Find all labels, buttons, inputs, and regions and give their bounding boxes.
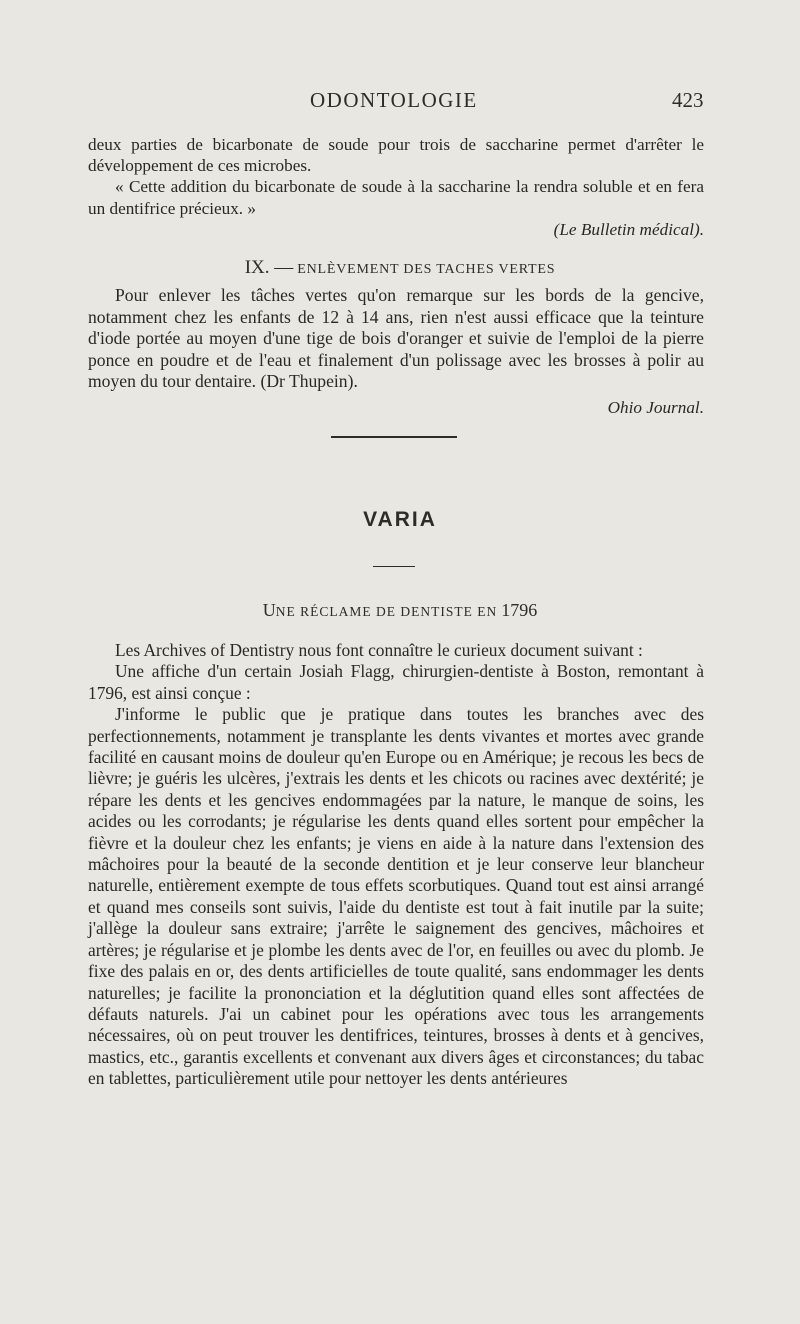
citation-ohio-journal: Ohio Journal. [607,397,704,417]
top-text-block [88,134,704,240]
section-ix-heading [0,257,800,279]
citation-bulletin-medical: (Le Bulletin médical). [553,219,704,239]
reclame-intro: Les Archives of Dentistry nous font connaître le curieux document suivant : [115,640,643,660]
reclame-title-rest: NE RÉCLAME DE DENTISTE EN [275,604,498,619]
paragraph-continuation: deux parties de bicarbonate de soude pour trois de saccharine permet d'arrêter le développement de ces microbes. [88,135,704,176]
reclame-text [88,640,704,1090]
section-ix-number: IX. — [244,257,294,278]
page-number: 423 [672,88,704,112]
varia-heading [0,508,800,532]
running-title: ODONTOLOGIE [310,88,478,112]
reclame-heading [0,600,800,621]
reclame-title-initial: U [262,600,276,620]
reclame-title-year: 1796 [501,600,538,620]
section-ix-text [88,285,704,418]
varia-short-rule [373,566,415,567]
reclame-body: J'informe le public que je pratique dans toutes les branches avec des perfectionnements, notamment je transplante les dents vivantes et mortes avec grande facilité en causant moins de douleur qu'en Europe ou en Amérique; je recous les becs de lièvre; je guéris les ulcères, j'extrais les dents et les chicots ou racines avec dextérité; je répare les dents et les gencives endommagées par la nature, le manque de soins, les acides ou les corrodants; je régularise les dents quand elles sortent pour empêcher la fièvre et la douleur chez les enfants; je viens en aide à la nature dans l'extension des mâchoires pour la beauté de la seconde dentition et je leur conserve leur blancheur naturelle, entièrement exempte de tous effets scorbutiques. Quand tout est ainsi arrangé et quand mes conseils sont suivis, l'aide du dentiste est tout à fait inutile par la suite; j'allège la douleur sans extraire; j'arrête le saignement des gencives, mâchoires et artères; je régularise et je plombe les dents avec de l'or, en feuilles ou avec du plomb. Je fixe des palais en or, des dents artificielles de toute qualité, sans endommager les dents naturelles; je facilite la prononciation et la déglutition quand elles sont affectées de défauts naturels. J'ai un cabinet pour les opérations avec tous les arrangements nécessaires, où on peut trouver les dentifrices, teintures, brosses à dents et à gencives, mastics, etc., garantis excellents et convenant aux divers âges et circonstances; du tabac en tablettes, particulièrement utile pour nettoyer les dents antérieures [88,704,704,1089]
reclame-intro-2: Une affiche d'un certain Josiah Flagg, chirurgien-dentiste à Boston, remontant à 1796, est ainsi conçue : [88,661,704,703]
varia-title: VARIA [363,508,437,531]
section-ix-paragraph: Pour enlever les tâches vertes qu'on remarque sur les bords de la gencive, notamment chez les enfants de 12 à 14 ans, rien n'est aussi efficace que la teinture d'iode portée au moyen d'une tige de bois d'oranger et suivie de l'emploi de la pierre ponce en poudre et de l'eau et finalement d'un polissage avec les brosses à polir au moyen du tour dentaire. (Dr Thupein). [88,285,704,392]
section-ix-title: ENLÈVEMENT DES TACHES VERTES [297,262,556,277]
paragraph-quote: « Cette addition du bicarbonate de soude à la saccharine la rendra soluble et en fera un dentifrice précieux. » [88,177,704,218]
section-divider-rule [331,436,457,438]
running-head [0,88,800,116]
